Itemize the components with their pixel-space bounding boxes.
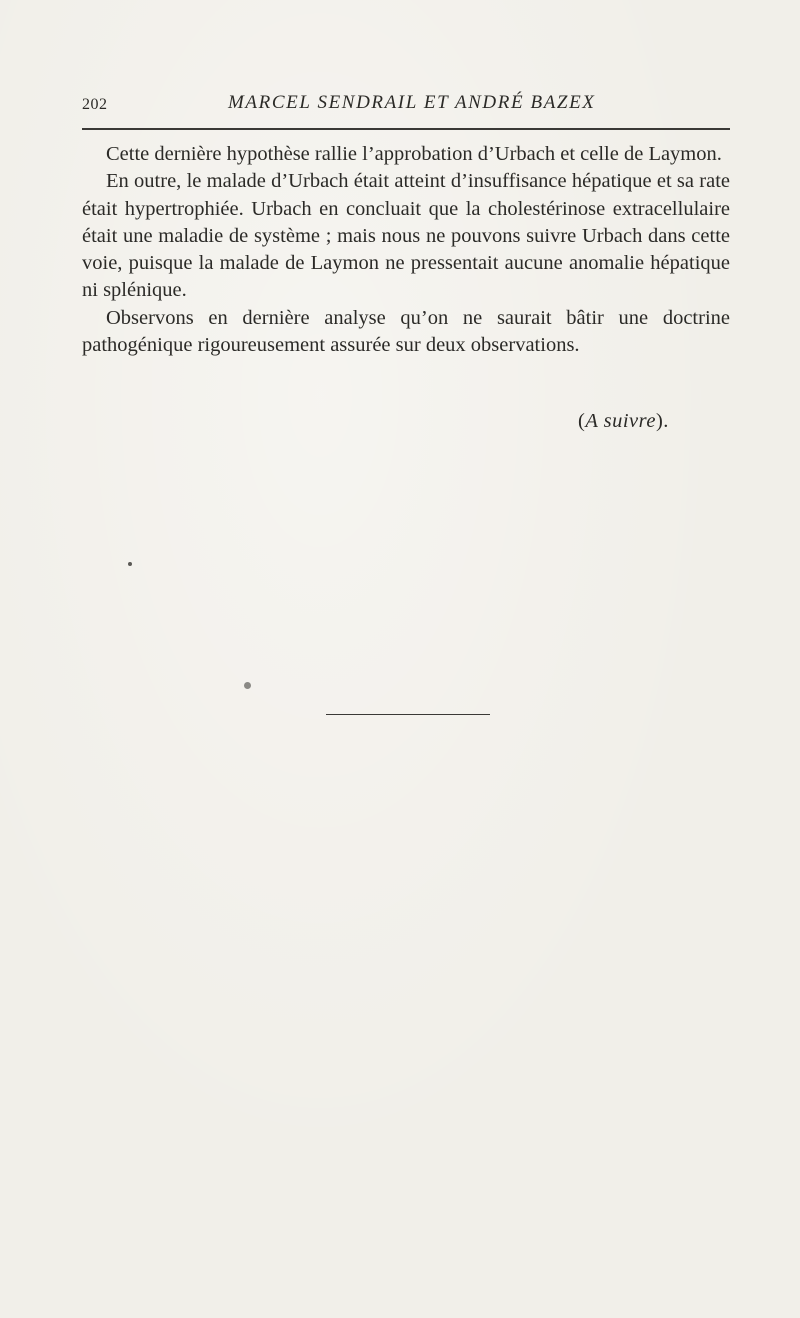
page-number: 202 — [82, 96, 108, 113]
to-be-continued — [578, 410, 669, 433]
running-title: MARCEL SENDRAIL ET ANDRÉ BAZEX — [228, 92, 596, 113]
end-rule — [326, 714, 490, 715]
paragraph-3: Observons en dernière analyse qu’on ne saurait bâtir une doctrine pathogénique rigoureusement assurée sur deux observations. — [82, 306, 730, 357]
body-text — [82, 141, 730, 359]
to-be-continued-open: ( — [578, 410, 586, 432]
to-be-continued-text: A suivre — [585, 410, 656, 432]
print-speck — [244, 682, 251, 689]
running-head — [82, 90, 732, 120]
to-be-continued-close: ). — [655, 410, 669, 432]
paragraph-1: Cette dernière hypothèse rallie l’approbation d’Urbach et celle de Laymon. — [106, 143, 722, 165]
print-speck — [128, 562, 132, 566]
paragraph-2: En outre, le malade d’Urbach était atteint d’insuffisance hépatique et sa rate était hypertrophiée. Urbach en concluait que la cholestérinose extracellulaire était une maladie de système ; mais nous ne pouvons suivre Urbach dans cette voie, puisque la malade de Laymon ne pressentait aucune anomalie hépatique ni splénique. — [82, 170, 730, 302]
header-rule — [82, 128, 730, 130]
